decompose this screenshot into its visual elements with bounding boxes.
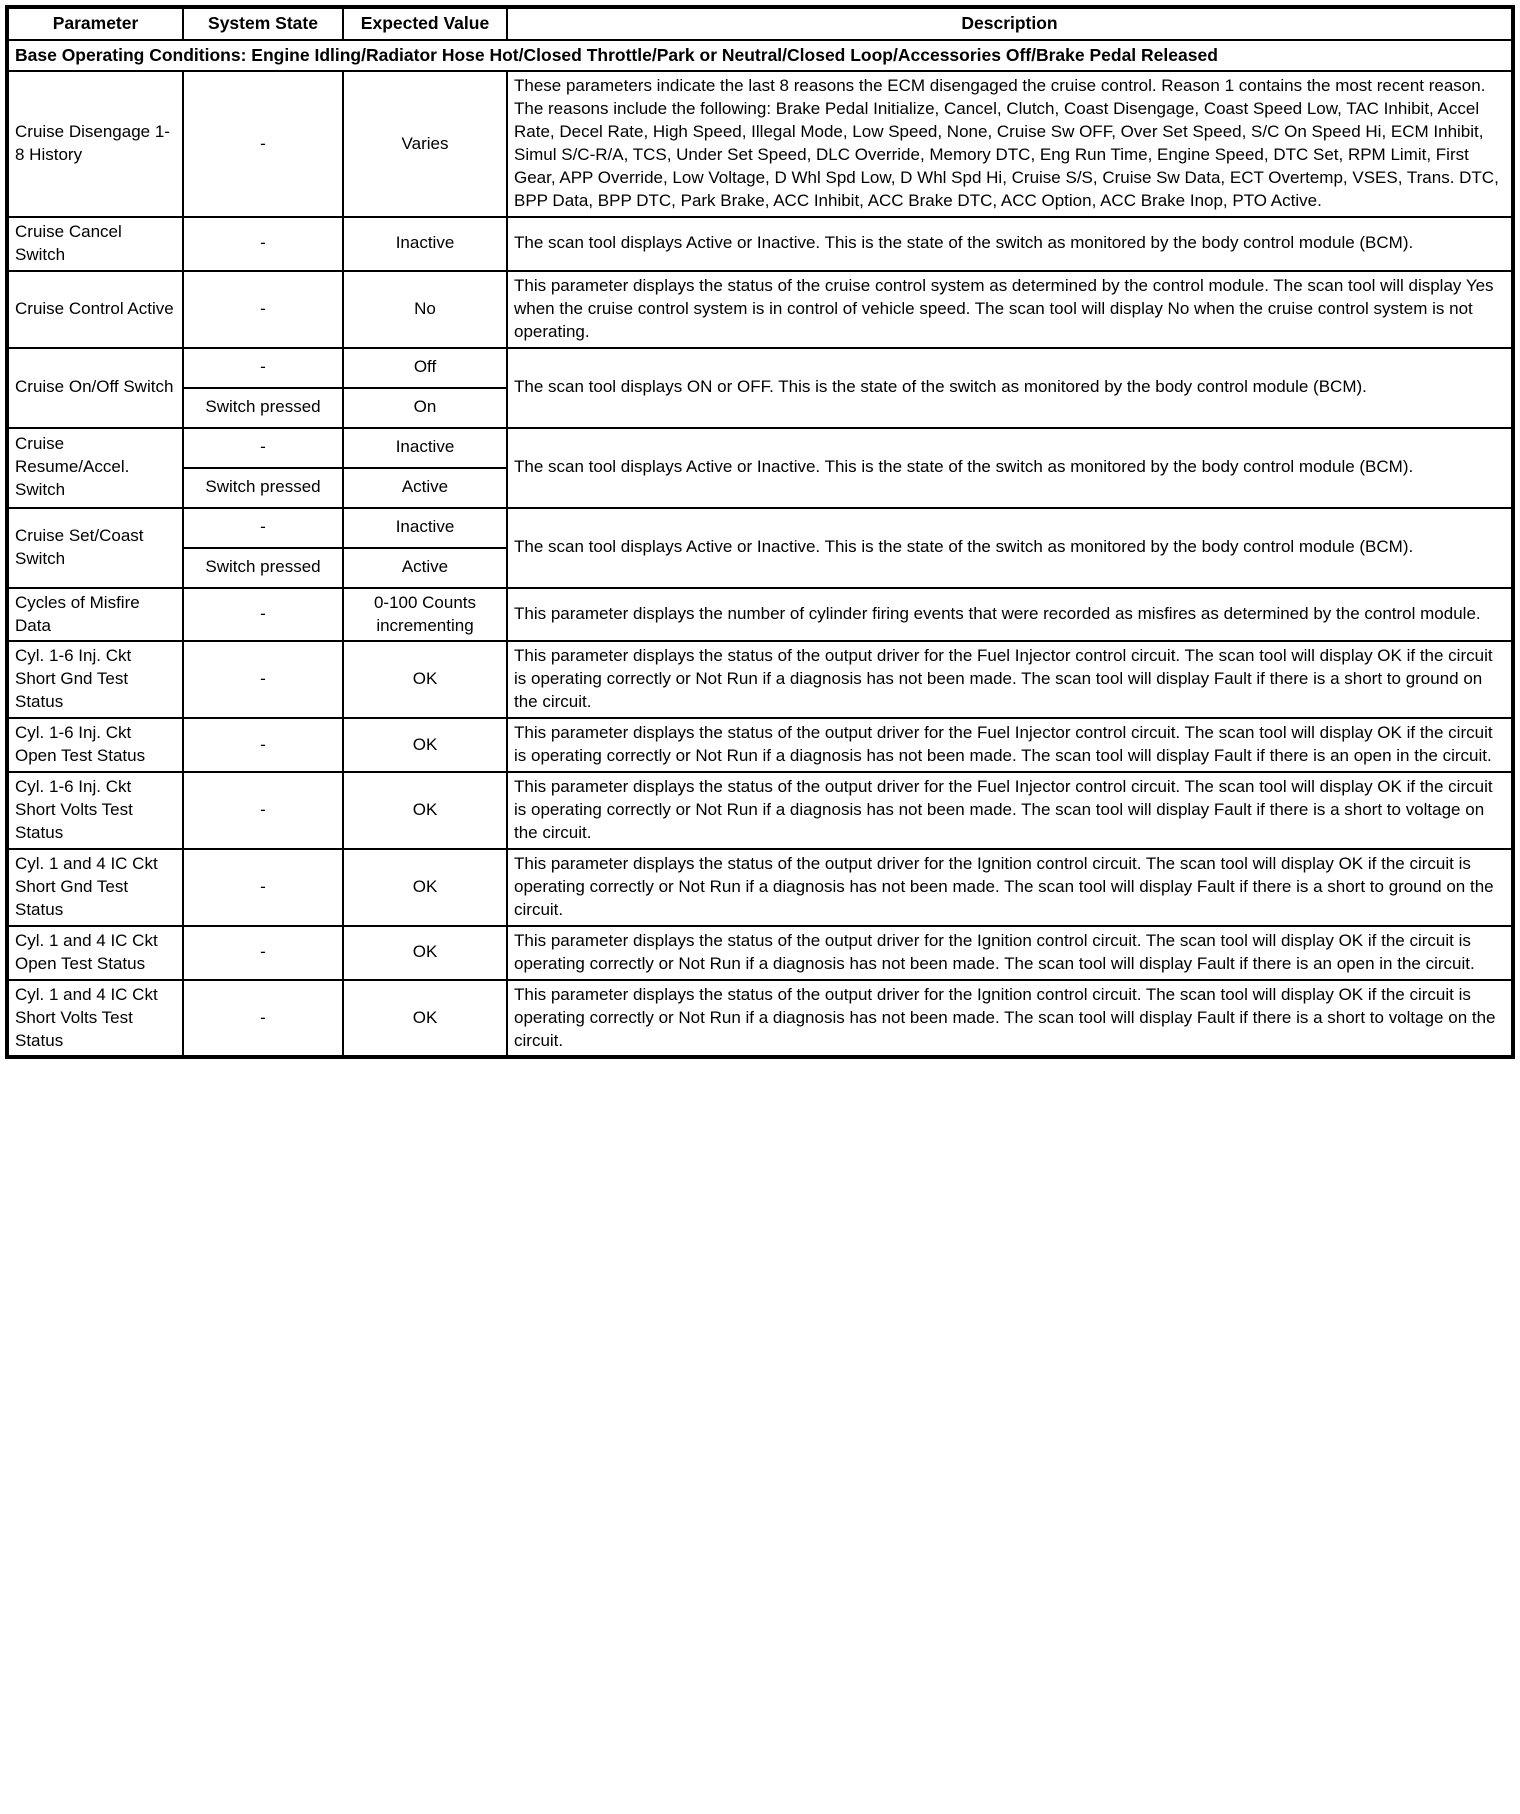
table-row bbox=[7, 718, 1513, 772]
expected-value-cell: Inactive bbox=[343, 217, 507, 271]
expected-value-cell: OK bbox=[343, 926, 507, 980]
parameter-cell: Cyl. 1 and 4 IC Ckt Open Test Status bbox=[7, 926, 183, 980]
parameter-cell: Cruise Resume/Accel. Switch bbox=[7, 428, 183, 508]
table-row bbox=[7, 271, 1513, 348]
description-cell: This parameter displays the status of the output driver for the Ignition control circuit. The scan tool will display OK if the circuit is operating correctly or Not Run if a diagnosis has not been made. The scan tool will display Fault if there is a short to ground on the circuit. bbox=[507, 849, 1513, 926]
scan-tool-data-table bbox=[5, 5, 1515, 1059]
header-row bbox=[7, 7, 1513, 40]
parameter-cell: Cruise Disengage 1-8 History bbox=[7, 71, 183, 217]
description-cell: This parameter displays the number of cylinder firing events that were recorded as misfires as determined by the control module. bbox=[507, 588, 1513, 642]
parameter-cell: Cyl. 1-6 Inj. Ckt Short Gnd Test Status bbox=[7, 641, 183, 718]
system-state-cell: - bbox=[183, 71, 343, 217]
system-state-cell: Switch pressed bbox=[183, 548, 343, 588]
system-state-cell: - bbox=[183, 348, 343, 388]
description-cell: This parameter displays the status of the output driver for the Ignition control circuit. The scan tool will display OK if the circuit is operating correctly or Not Run if a diagnosis has not been made. The scan tool will display Fault if there is a short to voltage on the circuit. bbox=[507, 980, 1513, 1058]
header-parameter: Parameter bbox=[7, 7, 183, 40]
description-cell: The scan tool displays Active or Inactive. This is the state of the switch as monitored by the body control module (BCM). bbox=[507, 508, 1513, 588]
parameter-cell: Cruise Cancel Switch bbox=[7, 217, 183, 271]
section-header: Base Operating Conditions: Engine Idling/Radiator Hose Hot/Closed Throttle/Park or Neutral/Closed Loop/Accessories Off/Brake Pedal Released bbox=[7, 40, 1513, 72]
system-state-cell: - bbox=[183, 926, 343, 980]
description-cell: This parameter displays the status of the output driver for the Fuel Injector control circuit. The scan tool will display OK if the circuit is operating correctly or Not Run if a diagnosis has not been made. The scan tool will display Fault if there is an open in the circuit. bbox=[507, 718, 1513, 772]
header-description: Description bbox=[507, 7, 1513, 40]
expected-value-cell: OK bbox=[343, 849, 507, 926]
parameter-cell: Cyl. 1-6 Inj. Ckt Short Volts Test Status bbox=[7, 772, 183, 849]
system-state-cell: - bbox=[183, 849, 343, 926]
table-row bbox=[7, 71, 1513, 217]
description-cell: The scan tool displays Active or Inactive. This is the state of the switch as monitored by the body control module (BCM). bbox=[507, 217, 1513, 271]
description-cell: These parameters indicate the last 8 reasons the ECM disengaged the cruise control. Reason 1 contains the most recent reason. The reasons include the following: Brake Pedal Initialize, Cancel, Clutch, Coast Disengage, Coast Speed Low, TAC Inhibit, Accel Rate, Decel Rate, High Speed, Illegal Mode, Low Speed, None, Cruise Sw OFF, Over Set Speed, S/C On Speed Hi, ECM Inhibit, Simul S/C-R/A, TCS, Under Set Speed, DLC Override, Memory DTC, Eng Run Time, Engine Speed, DTC Set, RPM Limit, First Gear, APP Override, Low Voltage, D Whl Spd Low, D Whl Spd Hi, Cruise S/S, Cruise Sw Data, ECT Overtemp, VSES, Trans. DTC, BPP Data, BPP DTC, Park Brake, ACC Inhibit, ACC Brake DTC, ACC Option, ACC Brake Inop, PTO Active. bbox=[507, 71, 1513, 217]
description-cell: The scan tool displays ON or OFF. This is the state of the switch as monitored by the body control module (BCM). bbox=[507, 348, 1513, 428]
table-row bbox=[7, 348, 1513, 388]
system-state-cell: - bbox=[183, 588, 343, 642]
expected-value-cell: Inactive bbox=[343, 428, 507, 468]
system-state-cell: - bbox=[183, 641, 343, 718]
expected-value-cell: Varies bbox=[343, 71, 507, 217]
table-body bbox=[7, 71, 1513, 1057]
system-state-cell: - bbox=[183, 718, 343, 772]
system-state-cell: Switch pressed bbox=[183, 468, 343, 508]
description-cell: This parameter displays the status of the output driver for the Fuel Injector control circuit. The scan tool will display OK if the circuit is operating correctly or Not Run if a diagnosis has not been made. The scan tool will display Fault if there is a short to voltage on the circuit. bbox=[507, 772, 1513, 849]
expected-value-cell: 0-100 Counts incrementing bbox=[343, 588, 507, 642]
table-row bbox=[7, 926, 1513, 980]
system-state-cell: - bbox=[183, 980, 343, 1058]
system-state-cell: - bbox=[183, 271, 343, 348]
parameter-cell: Cruise Control Active bbox=[7, 271, 183, 348]
expected-value-cell: OK bbox=[343, 718, 507, 772]
expected-value-cell: OK bbox=[343, 980, 507, 1058]
table-row bbox=[7, 849, 1513, 926]
parameter-cell: Cruise On/Off Switch bbox=[7, 348, 183, 428]
system-state-cell: - bbox=[183, 508, 343, 548]
expected-value-cell: Inactive bbox=[343, 508, 507, 548]
expected-value-cell: OK bbox=[343, 641, 507, 718]
header-system-state: System State bbox=[183, 7, 343, 40]
description-cell: The scan tool displays Active or Inactive. This is the state of the switch as monitored by the body control module (BCM). bbox=[507, 428, 1513, 508]
section-header-row bbox=[7, 40, 1513, 72]
table-row bbox=[7, 772, 1513, 849]
description-cell: This parameter displays the status of the output driver for the Fuel Injector control circuit. The scan tool will display OK if the circuit is operating correctly or Not Run if a diagnosis has not been made. The scan tool will display Fault if there is a short to ground on the circuit. bbox=[507, 641, 1513, 718]
parameter-cell: Cyl. 1 and 4 IC Ckt Short Volts Test Status bbox=[7, 980, 183, 1058]
parameter-cell: Cyl. 1 and 4 IC Ckt Short Gnd Test Status bbox=[7, 849, 183, 926]
system-state-cell: - bbox=[183, 772, 343, 849]
expected-value-cell: Off bbox=[343, 348, 507, 388]
table-header bbox=[7, 7, 1513, 71]
system-state-cell: - bbox=[183, 428, 343, 468]
expected-value-cell: No bbox=[343, 271, 507, 348]
expected-value-cell: OK bbox=[343, 772, 507, 849]
table-row bbox=[7, 588, 1513, 642]
table-row bbox=[7, 641, 1513, 718]
table-row bbox=[7, 428, 1513, 468]
expected-value-cell: Active bbox=[343, 548, 507, 588]
system-state-cell: Switch pressed bbox=[183, 388, 343, 428]
expected-value-cell: Active bbox=[343, 468, 507, 508]
expected-value-cell: On bbox=[343, 388, 507, 428]
table-row bbox=[7, 980, 1513, 1058]
parameter-cell: Cycles of Misfire Data bbox=[7, 588, 183, 642]
parameter-cell: Cruise Set/Coast Switch bbox=[7, 508, 183, 588]
parameter-cell: Cyl. 1-6 Inj. Ckt Open Test Status bbox=[7, 718, 183, 772]
table-row bbox=[7, 508, 1513, 548]
system-state-cell: - bbox=[183, 217, 343, 271]
table-row bbox=[7, 217, 1513, 271]
header-expected-value: Expected Value bbox=[343, 7, 507, 40]
description-cell: This parameter displays the status of the cruise control system as determined by the control module. The scan tool will display Yes when the cruise control system is in control of vehicle speed. The scan tool will display No when the cruise control system is not operating. bbox=[507, 271, 1513, 348]
description-cell: This parameter displays the status of the output driver for the Ignition control circuit. The scan tool will display OK if the circuit is operating correctly or Not Run if a diagnosis has not been made. The scan tool will display Fault if there is an open in the circuit. bbox=[507, 926, 1513, 980]
